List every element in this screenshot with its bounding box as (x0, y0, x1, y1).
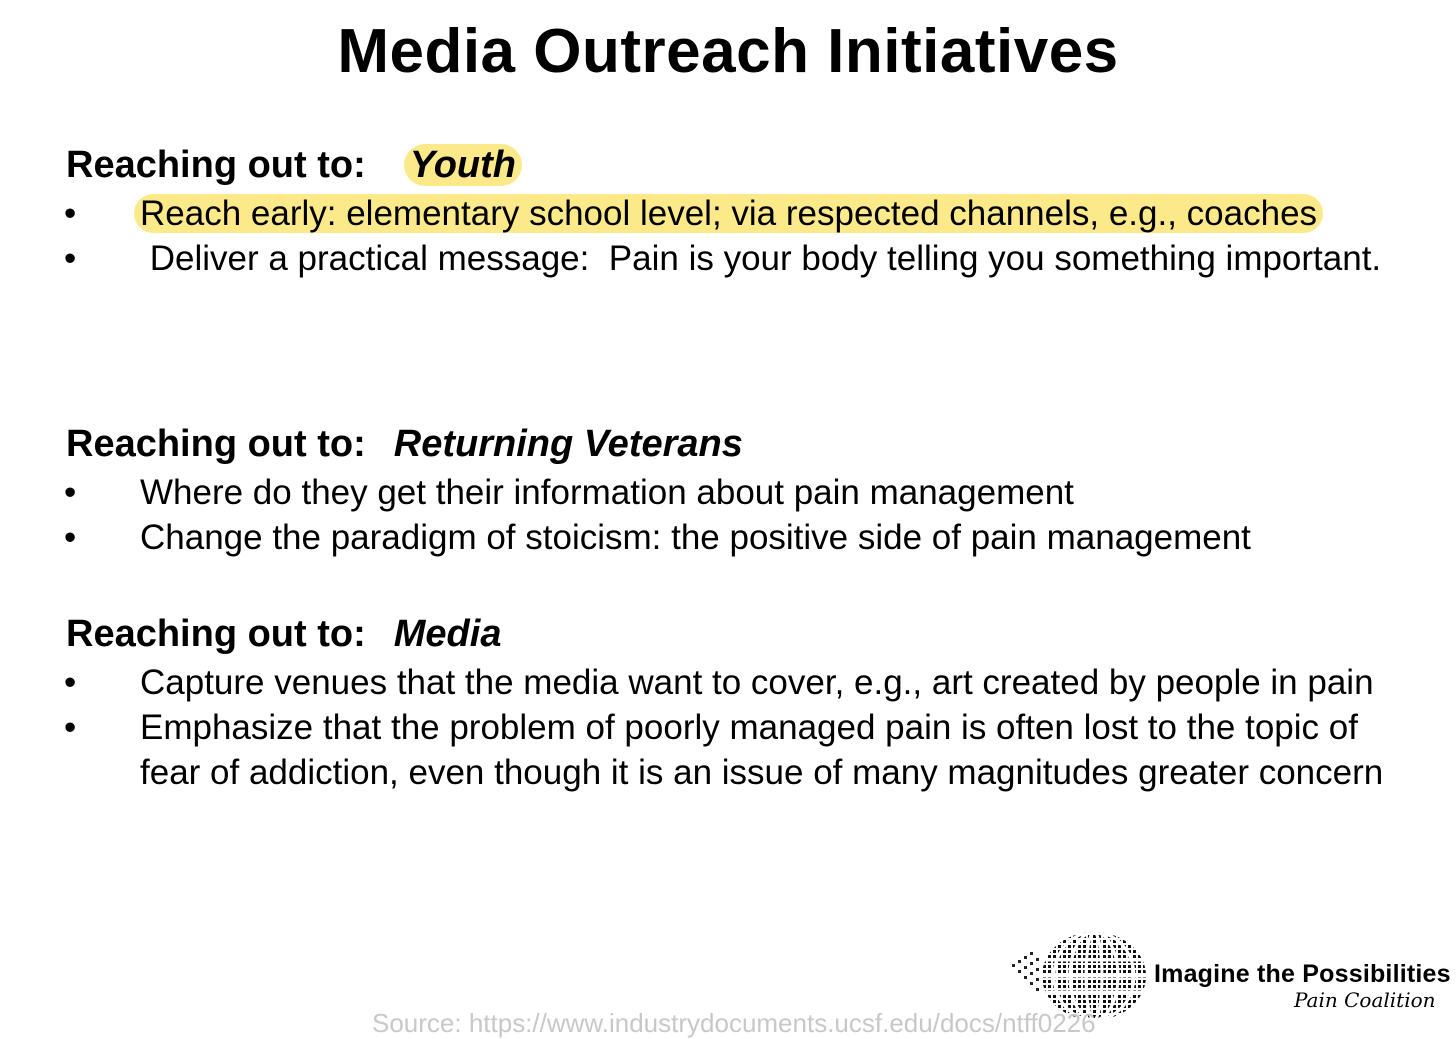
logo-text: Imagine the Possibilities (1154, 960, 1451, 988)
bullet-list-youth (0, 191, 1456, 281)
slide-title: Media Outreach Initiatives (337, 17, 1119, 86)
source-citation: Source: https://www.industrydocuments.ucsf.edu/docs/ntff0226 (372, 1008, 1096, 1038)
bullet-text: Capture venues that the media want to cover, e.g., art created by people in pain (140, 663, 1374, 702)
heading-prefix: Reaching out to: (66, 423, 366, 465)
heading-topic-veterans: Returning Veterans (393, 423, 743, 465)
bullet-list-media (0, 660, 1456, 795)
bullet-marker: • (64, 663, 77, 702)
bullet-marker: • (64, 708, 77, 747)
bullet-text: Deliver a practical message: Pain is your body telling you something important. (140, 239, 1382, 278)
heading-prefix: Reaching out to: (66, 144, 366, 186)
list-item (0, 236, 1456, 281)
heading-topic-youth: Youth (404, 144, 522, 186)
list-item (0, 660, 1456, 705)
bullet-text: Change the paradigm of stoicism: the positive side of pain management (140, 518, 1251, 557)
bullet-text: Reach early: elementary school level; via respected channels, e.g., coaches (134, 194, 1323, 233)
logo-subtext: Pain Coalition (1294, 988, 1436, 1012)
bullet-marker: • (64, 194, 77, 233)
heading-topic-media: Media (393, 613, 502, 655)
section-heading-youth (66, 142, 516, 188)
bullet-marker: • (64, 473, 77, 512)
bullet-text: Where do they get their information about pain management (140, 473, 1074, 512)
section-heading-veterans (66, 421, 743, 467)
bullet-marker: • (64, 239, 77, 278)
list-item (0, 191, 1456, 236)
bullet-marker: • (64, 518, 77, 557)
section-heading-media (66, 611, 501, 657)
heading-prefix: Reaching out to: (66, 613, 366, 655)
bullet-text: Emphasize that the problem of poorly managed pain is often lost to the topic of fear of addiction, even though it is an issue of many magnitudes greater concern (140, 708, 1384, 792)
list-item (0, 705, 1456, 795)
bullet-list-veterans (0, 470, 1456, 560)
list-item (0, 470, 1456, 515)
list-item (0, 515, 1456, 560)
